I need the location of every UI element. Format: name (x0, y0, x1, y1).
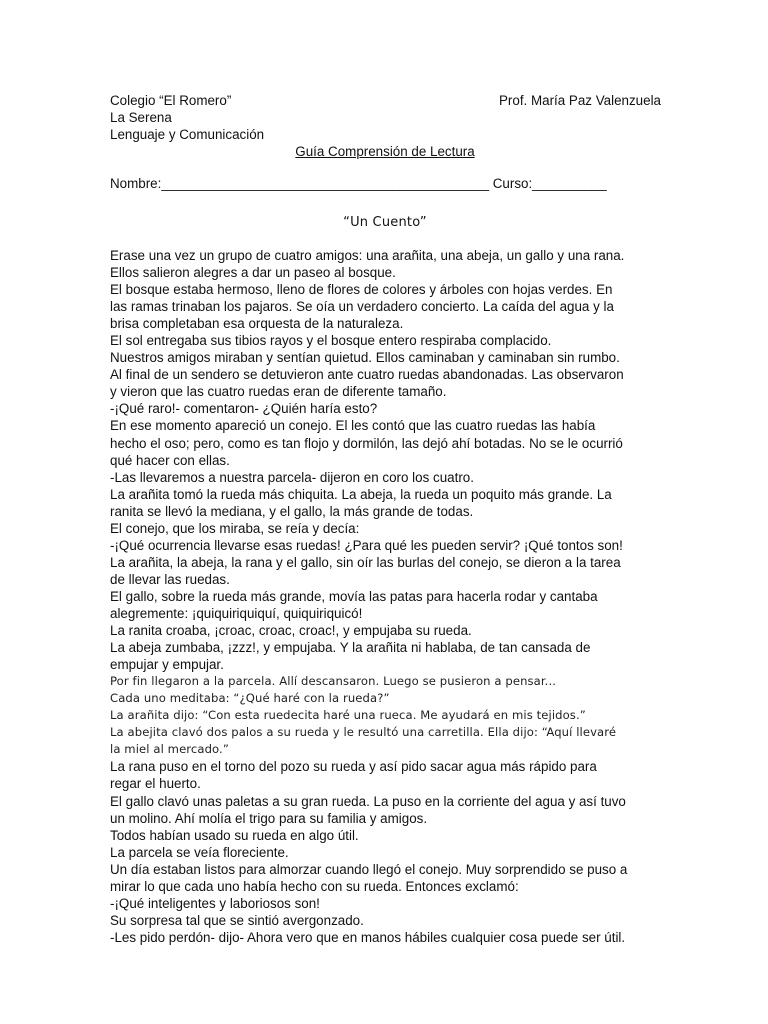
subject: Lenguaje y Comunicación (110, 127, 265, 142)
teacher-name: Prof. María Paz Valenzuela (498, 93, 661, 108)
story-line: -¡Qué inteligentes y laboriosos son! (110, 895, 320, 911)
story-line: Su sorpresa tal que se sintió avergonzado. (110, 912, 364, 928)
story-line: La arañita tomó la rueda más chiquita. La abeja, la rueda un poquito más grande. La (110, 486, 612, 502)
story-line: Erase una vez un grupo de cuatro amigos: una arañita, una abeja, un gallo y una rana. (110, 248, 625, 263)
story-line: -¡Qué ocurrencia llevarse esas ruedas! ¿Para qué les pueden servir? ¡Qué tontos son! (110, 537, 623, 553)
story-line: -Las llevaremos a nuestra parcela- dijeron en coro los cuatro. (110, 469, 474, 485)
city: La Serena (110, 110, 172, 125)
story-line: las ramas trinaban los pajaros. Se oía un verdadero concierto. La caída del agua y la (110, 299, 614, 315)
story-line: la miel al mercado.” (110, 742, 229, 757)
story-title: “Un Cuento” (343, 215, 427, 230)
story-line: Cada uno meditaba: “¿Qué haré con la rueda?” (110, 691, 390, 706)
school-name: Colegio “El Romero” (110, 93, 232, 108)
story-line: -Les pido perdón- dijo- Ahora vero que en manos hábiles cualquier cosa puede ser útil. (110, 929, 626, 945)
header-first-row (110, 92, 660, 109)
story-line: La abeja zumbaba, ¡zzz!, y empujaba. Y la arañita ni hablaba, de tan cansada de (110, 640, 591, 656)
story-line: La parcela se veía floreciente. (110, 844, 289, 860)
story-line: -¡Qué raro!- comentaron- ¿Quién haría esto? (110, 401, 378, 417)
story-line: Ellos salieron alegres a dar un paseo al bosque. (110, 265, 396, 281)
story-line: La arañita, la abeja, la rana y el gallo, sin oír las burlas del conejo, se dieron a la tarea (110, 554, 621, 570)
story-line: Al final de un sendero se detuvieron ante cuatro ruedas abandonadas. Las observaron (110, 367, 624, 383)
story-line: un molino. Ahí molía el trigo para su familia y amigos. (110, 810, 428, 826)
story-line: La abejita clavó dos palos a su rueda y le resultó una carretilla. Ella dijo: “Aquí llevaré (110, 725, 617, 740)
story-line: de llevar las ruedas. (110, 571, 230, 587)
story-line: La rana puso en el torno del pozo su rueda y así pido sacar agua más rápido para (110, 759, 597, 775)
story-line: qué hacer con ellas. (110, 452, 230, 468)
story-line: Un día estaban listos para almorzar cuando llegó el conejo. Muy sorprendido se puso a (110, 861, 628, 877)
story-line: mirar lo que cada uno había hecho con su rueda. Entonces exclamó: (110, 878, 519, 894)
story-line: El gallo clavó unas paletas a su gran rueda. La puso en la corriente del agua y así tuvo (110, 793, 626, 809)
story-line: La ranita croaba, ¡croac, croac, croac!, y empujaba su rueda. (110, 623, 472, 639)
story-line: alegremente: ¡quiquiriquiquí, quiquiriquicó! (110, 605, 363, 621)
story-line: El conejo, que los miraba, se reía y decía: (110, 520, 360, 536)
story-line: En ese momento apareció un conejo. El les contó que las cuatro ruedas las había (110, 418, 596, 434)
story-line: Por fin llegaron a la parcela. Allí descansaron. Luego se pusieron a pensar... (110, 674, 557, 689)
story-line: El bosque estaba hermoso, lleno de flores de colores y árboles con hojas verdes. En (110, 282, 613, 298)
name-course-field: Nombre:____________________________________________ Curso:__________ (110, 176, 607, 191)
story-line: Todos habían usado su rueda en algo útil. (110, 827, 359, 843)
story-line: El gallo, sobre la rueda más grande, movía las patas para hacerla rodar y cantaba (110, 588, 598, 604)
story-body (110, 247, 662, 946)
story-line: La arañita dijo: “Con esta ruedecita haré una rueca. Me ayudará en mis tejidos.” (110, 708, 586, 723)
document-page (110, 92, 660, 946)
story-line: brisa completaban esa orquesta de la naturaleza. (110, 316, 404, 332)
story-line: regar el huerto. (110, 776, 201, 792)
story-line: hecho el oso; pero, como es tan flojo y dormilón, las dejó ahí botadas. No se le ocurrió (110, 435, 623, 451)
story-line: Nuestros amigos miraban y sentían quietud. Ellos caminaban y caminaban sin rumbo. (110, 350, 620, 366)
story-line: El sol entregaba sus tibios rayos y el bosque entero respiraba complacido. (110, 333, 552, 349)
story-line: empujar y empujar. (110, 657, 224, 673)
story-line: ranita se llevó la mediana, y el gallo, la más grande de todas. (110, 503, 474, 519)
story-line: y vieron que las cuatro ruedas eran de diferente tamaño. (110, 384, 447, 400)
guide-title: Guía Comprensión de Lectura (295, 144, 475, 159)
